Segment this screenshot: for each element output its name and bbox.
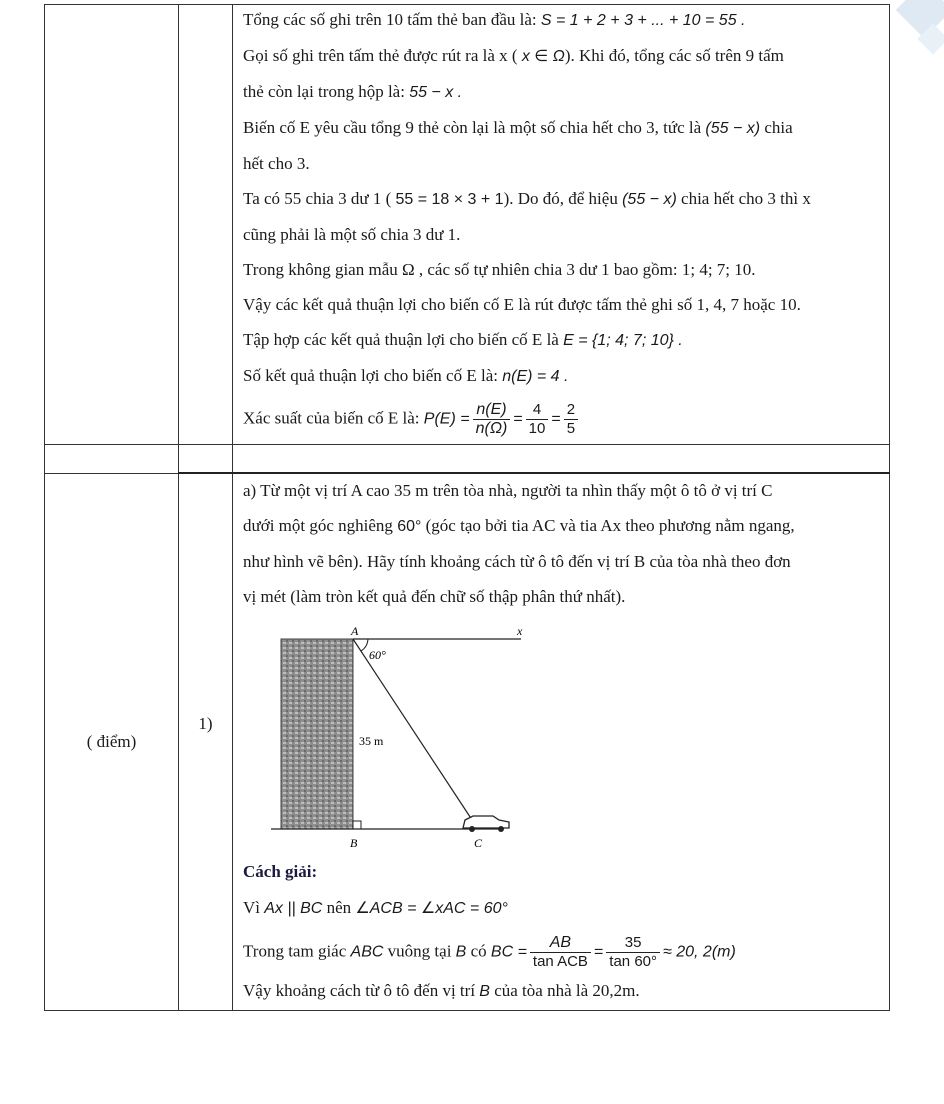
text: Số kết quả thuận lợi cho biến cố E là: <box>243 366 503 385</box>
label-c: C <box>474 836 483 850</box>
text: vuông tại <box>383 941 456 961</box>
text: a) Từ một vị trí A cao 35 m trên tòa nhà, người ta nhìn thấy một ô tô ở vị trí C <box>243 481 773 500</box>
table-row <box>45 5 890 445</box>
text: Vậy các kết quả thuận lợi cho biến cố E là rút được tấm thẻ ghi số 1, 4, 7 hoặc 10. <box>243 295 801 314</box>
text-line: Trong tam giác ABC vuông tại B có BC = $\frac{AB}{\text{tan ACB}}$ = $\frac{35}{\tan 60^\circ}$ ≈ 20, 2(m) <box>243 934 736 970</box>
points-cell <box>45 473 179 1011</box>
content-cell <box>233 445 890 474</box>
text-line <box>243 582 879 617</box>
question-cell <box>179 445 233 474</box>
text: cũng phải là một số chia 3 dư 1. <box>243 225 461 244</box>
numerator: 4 <box>526 401 549 420</box>
angle-label: 60° <box>369 648 386 662</box>
denominator: tan ACB <box>532 953 588 970</box>
text-line <box>243 511 879 547</box>
math-expression: 55 = 18 × 3 + 1 <box>395 191 504 208</box>
text-line <box>243 5 879 41</box>
probability-solution <box>233 5 889 444</box>
text-line <box>243 894 879 931</box>
numerator: AB <box>530 934 591 953</box>
text: Trong không gian mẫu Ω , các số tự nhiên chia 3 dư 1 bao gồm: 1; 4; 7; 10. <box>243 260 756 279</box>
math-expression: E = {1; 4; 7; 10} . <box>563 332 683 349</box>
math-expression: ABC <box>350 943 384 961</box>
math-expression: B <box>479 983 490 1000</box>
label-b: B <box>350 836 358 850</box>
text: Biến cố E yêu cầu tổng 9 thẻ còn lại là một số chia hết cho 3, tức là <box>243 118 706 137</box>
math-expression: Ax || BC <box>264 900 323 917</box>
text: của tòa nhà là 20,2m. <box>489 981 640 1000</box>
text-line <box>243 325 879 361</box>
building <box>281 639 353 829</box>
text-line <box>243 149 879 184</box>
question-number: 1) <box>198 714 213 733</box>
text: vị mét (làm tròn kết quả đến chữ số thập phân thứ nhất). <box>243 587 626 606</box>
text-line <box>243 361 879 397</box>
text-line <box>243 547 879 582</box>
text: (góc tạo bởi tia AC và tia Ax theo phương nằm ngang, <box>421 516 795 535</box>
text: chia hết cho 3 thì x <box>681 189 811 208</box>
fraction <box>606 934 660 971</box>
text: dưới một góc nghiêng <box>243 516 398 535</box>
math-expression: (55 − x) <box>705 120 761 137</box>
text: thẻ còn lại trong hộp là: <box>243 82 410 101</box>
text: hết cho 3. <box>243 154 310 173</box>
denominator: n(Ω) <box>475 420 508 437</box>
denominator: 10 <box>528 420 546 437</box>
text: Ta có 55 chia 3 dư 1 ( <box>243 189 396 208</box>
text: Tổng các số ghi trên 10 tấm thẻ ban đầu là: <box>243 10 541 29</box>
angle-arc <box>361 639 368 651</box>
text: Trong tam giác <box>243 941 351 961</box>
question-cell <box>179 5 233 445</box>
fraction <box>530 934 591 971</box>
math-expression: S = 1 + 2 + 3 + ... + 10 = 55 . <box>540 12 746 29</box>
denominator: tan 60° <box>609 953 657 970</box>
table-row <box>45 473 890 1011</box>
math-expression: ≈ 20, 2(m) <box>663 943 736 961</box>
building-car-figure <box>271 627 571 859</box>
text-line <box>243 41 879 77</box>
text: Tập hợp các kết quả thuận lợi cho biến cố E là <box>243 330 564 349</box>
right-angle-mark <box>353 821 361 829</box>
text: ). Khi đó, tổng các số trên 9 tấm <box>564 46 784 65</box>
math-expression: (55 − x) <box>622 191 677 208</box>
table-row <box>45 445 890 474</box>
text-line <box>243 476 879 511</box>
text: có <box>466 941 491 961</box>
math-expression: P(E) = <box>423 410 470 428</box>
text: chia <box>764 118 793 137</box>
answer-table <box>44 4 890 1011</box>
text-line <box>243 255 879 290</box>
text: nên <box>322 898 356 917</box>
text-line <box>243 290 879 325</box>
math-expression: x ∈ Ω <box>521 48 565 65</box>
content-cell <box>233 5 890 445</box>
points-cell <box>45 445 179 474</box>
text: Xác suất của biến cố E là: <box>243 408 424 428</box>
text-line <box>243 220 879 255</box>
label-x: x <box>517 627 523 638</box>
fraction <box>473 401 511 438</box>
text-line <box>243 977 879 1010</box>
equals-sign: = <box>513 410 523 428</box>
text: như hình vẽ bên). Hãy tính khoảng cách từ ô tô đến vị trí B của tòa nhà theo đơn <box>243 552 791 571</box>
points-label: ( điểm) <box>86 731 137 751</box>
numerator: 2 <box>564 401 578 420</box>
question-cell <box>179 473 233 1011</box>
text: Cách giải: <box>243 862 318 881</box>
text-line <box>243 184 879 220</box>
label-a: A <box>351 627 359 638</box>
points-cell <box>45 5 179 445</box>
math-expression: 55 − x . <box>409 84 463 101</box>
math-expression: ∠ACB = ∠xAC = 60° <box>355 900 508 917</box>
text-line <box>243 77 879 113</box>
math-expression: B <box>455 943 467 961</box>
fraction <box>526 401 549 438</box>
numerator: 35 <box>606 934 660 953</box>
geometry-problem <box>233 474 889 1010</box>
height-label: 35 m <box>359 734 384 748</box>
denominator: 5 <box>566 420 576 437</box>
text: Vậy khoảng cách từ ô tô đến vị trí <box>243 981 480 1000</box>
math-expression: BC = <box>490 943 527 961</box>
text: ). Do đó, để hiệu <box>503 189 623 208</box>
text: Vì <box>243 898 265 917</box>
math-expression: n(E) = 4 . <box>502 368 569 385</box>
math-expression: 60° <box>397 518 422 535</box>
solution-title <box>243 859 879 894</box>
text-line <box>243 397 879 444</box>
equals-sign: = <box>551 410 561 428</box>
fraction <box>564 401 578 438</box>
text-line <box>243 113 879 149</box>
text: Gọi số ghi trên tấm thẻ được rút ra là x ( <box>243 46 522 65</box>
content-cell <box>233 473 890 1011</box>
numerator: n(E) <box>473 401 511 420</box>
